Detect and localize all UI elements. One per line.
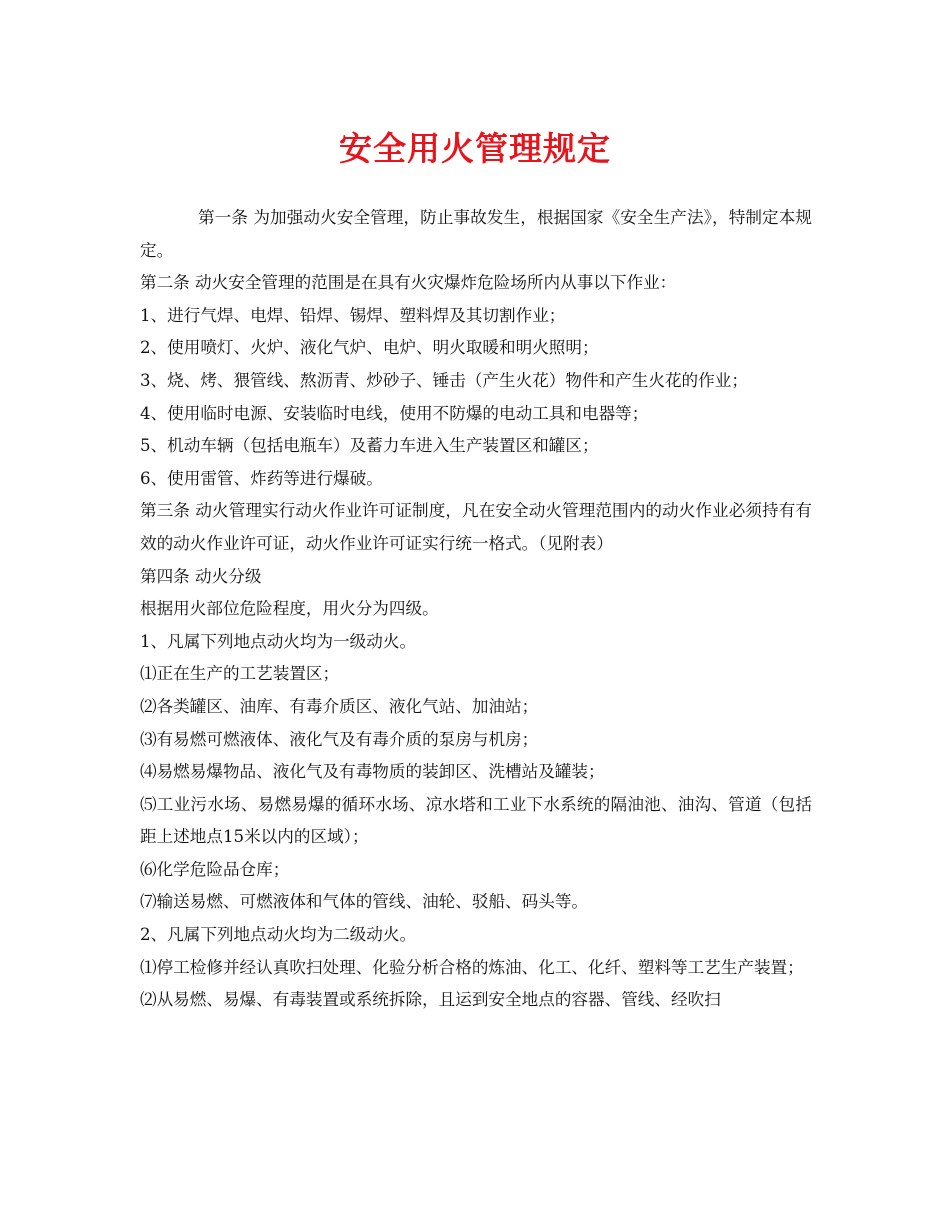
- document-title: 安全用火管理规定: [339, 129, 611, 168]
- sub-list-item: ⑺输送易燃、可燃液体和气体的管线、油轮、驳船、码头等。: [140, 892, 589, 912]
- sub-list-item: ⑵各类罐区、油库、有毒介质区、液化气站、加油站；: [140, 696, 539, 716]
- sub-list-item: ⑶有易燃可燃液体、液化气及有毒介质的泵房与机房；: [140, 729, 539, 749]
- sub-list-item: ⑸工业污水场、易燃易爆的循环水场、凉水塔和工业下水系统的隔油池、油沟、管道（包括距上述地点15米以内的区域）；: [140, 794, 812, 847]
- paragraph-article-4: 第四条 动火分级: [140, 566, 262, 586]
- paragraph-article-2: 第二条 动火安全管理的范围是在具有火灾爆炸危险场所内从事以下作业：: [140, 273, 677, 293]
- document-body: [140, 202, 812, 1017]
- list-item: 1、进行气焊、电焊、铅焊、锡焊、塑料焊及其切割作业；: [140, 305, 566, 325]
- paragraph-article-3: 第三条 动火管理实行动火作业许可证制度，凡在安全动火管理范围内的动火作业必须持有有效的动火作业许可证，动火作业许可证实行统一格式。（见附表）: [140, 501, 812, 553]
- list-item: 4、使用临时电源、安装临时电线，使用不防爆的电动工具和电器等；: [140, 403, 649, 423]
- sub-list-item: ⑴停工检修并经认真吹扫处理、化验分析合格的炼油、化工、化纤、塑料等工艺生产装置；: [140, 957, 804, 977]
- list-item: 5、机动车辆（包括电瓶车）及蓄力车进入生产装置区和罐区；: [140, 436, 599, 456]
- list-item: 1、凡属下列地点动火均为一级动火。: [140, 631, 417, 651]
- sub-list-item: ⑷易燃易爆物品、液化气及有毒物质的装卸区、洗槽站及罐装；: [140, 762, 605, 782]
- sub-list-item: ⑹化学危险品仓库；: [140, 859, 290, 879]
- list-item: 2、凡属下列地点动火均为二级动火。: [140, 925, 417, 945]
- list-item: 6、使用雷管、炸药等进行爆破。: [140, 468, 383, 488]
- list-item: 2、使用喷灯、火炉、液化气炉、电炉、明火取暖和明火照明；: [140, 338, 599, 358]
- paragraph-text: 根据用火部位危险程度，用火分为四级。: [140, 599, 439, 619]
- sub-list-item: ⑴正在生产的工艺装置区；: [140, 664, 340, 684]
- sub-list-item: ⑵从易燃、易爆、有毒装置或系统拆除，且运到安全地点的容器、管线、经吹扫: [140, 990, 721, 1010]
- paragraph-article-1: 第一条 为加强动火安全管理，防止事故发生，根据国家《安全生产法》，特制定本规定。: [140, 208, 812, 260]
- list-item: 3、烧、烤、猥管线、熬沥青、炒砂子、锤击（产生火花）物件和产生火花的作业；: [140, 370, 748, 390]
